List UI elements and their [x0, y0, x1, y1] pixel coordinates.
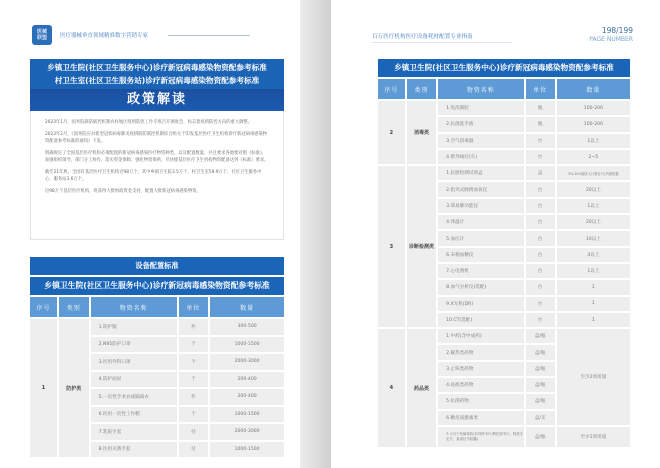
- table-row: [30, 319, 284, 335]
- cell-unit: 个: [179, 372, 209, 388]
- col-header-seq: 序号: [378, 79, 405, 99]
- cell-unit: 个: [179, 407, 209, 423]
- cell-unit: 盒/瓶: [526, 427, 555, 447]
- cell-unit: 盒/瓶: [526, 362, 555, 376]
- policy-paragraph: 这98万个基层医疗机构，将获得大批财政资金支持，配置大批新冠病毒感染物资。: [45, 189, 201, 194]
- cell-qty: 20以上: [557, 215, 630, 229]
- cell-qty: 至少1周用量: [557, 427, 630, 447]
- cell-name: 7.小分子抗病毒药(奈玛特韦片/利托那韦片、阿兹夫定片、莫诺拉韦胶囊): [438, 427, 523, 447]
- cell-category: 防护类: [59, 319, 89, 457]
- col-header-category: 类别: [407, 79, 436, 99]
- cell-qty: 1以上: [557, 199, 630, 213]
- cell-name: 4.紫外线灯(车): [438, 150, 523, 164]
- logo-text-bottom: 联盟: [36, 35, 47, 41]
- book-gutter: [300, 0, 331, 468]
- right-table-title-band: 乡镇卫生院(社区卫生服务中心)诊疗新冠病毒感染物资配参考标准: [378, 59, 630, 77]
- cell-unit: 盒/支: [526, 411, 555, 425]
- cell-qty: 1以上: [557, 134, 630, 148]
- supplies-table-continued: [376, 77, 632, 449]
- cell-qty: 4以上: [557, 248, 630, 262]
- cell-unit: 台: [526, 264, 555, 278]
- cell-unit: 瓶: [526, 101, 555, 115]
- protection-supplies-table: [28, 295, 286, 459]
- table-row: [378, 166, 630, 180]
- cell-qty: 1000-1500: [210, 442, 284, 458]
- cell-name: 3.医用外科口罩: [91, 354, 177, 370]
- cell-name: 9.X光机(DR): [438, 297, 523, 311]
- cell-name: 4.祛痰类药物: [438, 378, 523, 392]
- policy-heading: 政策解读: [30, 89, 284, 111]
- col-header-category: 类别: [59, 297, 89, 317]
- cell-name: 6.医用一次性工作帽: [91, 407, 177, 423]
- title-line-2: 村卫生室(社区卫生服务站)诊疗新冠病毒感染物资配参考标准: [54, 76, 260, 85]
- header-divider: [168, 35, 250, 36]
- col-header-name: 物资名称: [438, 79, 523, 99]
- cell-name: 2.指夹式脉搏血氧仪: [438, 182, 523, 196]
- cell-name: 10.CT(选配): [438, 313, 523, 327]
- policy-paragraph: 2023年1月，国务院联防联控机制农村地区疫情防控工作专班召开调度会，标志着疫情防控方向的重大调整。: [45, 120, 253, 125]
- cell-category: 消毒类: [407, 101, 436, 164]
- left-page: [0, 0, 300, 468]
- cell-unit: 付: [179, 442, 209, 458]
- cell-seq: 2: [378, 101, 405, 164]
- cell-name: 3.简易肺功能仪: [438, 199, 523, 213]
- cell-name: 4.体温计: [438, 215, 523, 229]
- cell-unit: 台: [526, 199, 555, 213]
- cell-unit: 台: [526, 231, 555, 245]
- right-header-divider: [372, 42, 512, 43]
- cell-name: 7.心电图机: [438, 264, 523, 278]
- page-number: 198/199: [601, 26, 633, 35]
- cell-seq: 1: [30, 319, 57, 457]
- policy-body: [30, 111, 284, 240]
- cell-name: 5.一次性手术衣或隔离衣: [91, 389, 177, 405]
- cell-seq: 3: [378, 166, 405, 327]
- col-header-unit: 单位: [179, 297, 209, 317]
- col-header-unit: 单位: [526, 79, 555, 99]
- cell-qty: 10以上: [557, 231, 630, 245]
- cell-qty: 1以上: [557, 264, 630, 278]
- logo-text-top: 医械: [36, 29, 47, 35]
- cell-qty: 1000-1500: [210, 337, 284, 353]
- cell-name: 2.解热类药物: [438, 345, 523, 359]
- cell-seq: 4: [378, 329, 405, 447]
- cell-qty: 20以上: [557, 182, 630, 196]
- cell-unit: 个: [179, 337, 209, 353]
- cell-unit: 台: [526, 313, 555, 327]
- cell-name: 3.止咳类药物: [438, 362, 523, 376]
- cell-name: 8.医用灭菌手套: [91, 442, 177, 458]
- cell-qty: 5%-20%服务人口数在7日内需配置: [557, 166, 630, 180]
- col-header-qty: 数量: [210, 297, 284, 317]
- policy-paragraph: 明确规定了全国基层医疗机构必须配置的新冠病毒感染医疗物资种类，以及配置数量，并且要求各地要对照《标准》，加强组织领导，部门分工协作，落实资金保障，强化物资保供，尽快使基层医疗卫生机构物资配备达到《标准》要求。: [45, 151, 269, 163]
- page-number-label: PAGE NUMBER: [589, 36, 633, 43]
- cell-qty: 200-400: [210, 389, 284, 405]
- cell-qty: 1: [557, 280, 630, 294]
- cell-name: 1.抗原检测试剂盒: [438, 166, 523, 180]
- cell-name: 8.血气分析仪(选配): [438, 280, 523, 294]
- brand-logo: [32, 25, 52, 45]
- cell-unit: 盒/瓶: [526, 345, 555, 359]
- cell-unit: 盒/瓶: [526, 378, 555, 392]
- cell-name: 3.空气消毒器: [438, 134, 523, 148]
- cell-unit: 台: [526, 150, 555, 164]
- table-header-row: [30, 297, 284, 317]
- cell-qty: 至少2周用量: [557, 329, 630, 425]
- cell-name: 1.中药(含中成药): [438, 329, 523, 343]
- cell-name: 5.血压计: [438, 231, 523, 245]
- cell-qty: 1: [557, 297, 630, 311]
- cell-unit: 件: [179, 319, 209, 335]
- standards-title-band: [30, 59, 284, 89]
- policy-paragraph: 2023年2月，《国务院应对新型冠状病毒肺炎疫情联防联控机制综合组关于印发基层医疗卫生机构诊疗新冠病毒感染物资配备参考标准的通知》下发。: [45, 132, 268, 144]
- col-header-qty: 数量: [557, 79, 630, 99]
- cell-qty: 2000-3000: [210, 424, 284, 440]
- cell-unit: 付: [179, 424, 209, 440]
- cell-qty: 2000-3000: [210, 354, 284, 370]
- equipment-band: 设备配置标准: [30, 257, 284, 275]
- cell-unit: 台: [526, 248, 555, 262]
- cell-name: 5.抗菌药物: [438, 394, 523, 408]
- cell-name: 7.乳胶手套: [91, 424, 177, 440]
- cell-qty: 1: [557, 313, 630, 327]
- table-row: [378, 101, 630, 115]
- col-header-name: 物资名称: [91, 297, 177, 317]
- cell-unit: 件: [179, 389, 209, 405]
- cell-unit: 盒/瓶: [526, 329, 555, 343]
- cell-unit: 台: [526, 182, 555, 196]
- table-header-row: [378, 79, 630, 99]
- cell-name: 1.免洗凝胶: [438, 101, 523, 115]
- table-row: [378, 329, 630, 343]
- cell-qty: 300-500: [210, 319, 284, 335]
- cell-qty: 1000-1500: [210, 407, 284, 423]
- cell-qty: 2~5: [557, 150, 630, 164]
- cell-name: 1.防护服: [91, 319, 177, 335]
- cell-unit: 个: [179, 354, 209, 370]
- title-line-1: 乡镇卫生院(社区卫生服务中心)诊疗新冠病毒感染物资配参考标准: [47, 63, 267, 72]
- cell-category: 诊断检测类: [407, 166, 436, 327]
- cell-name: 2.N95防护口罩: [91, 337, 177, 353]
- cell-name: 4.防护面屏: [91, 372, 177, 388]
- cell-unit: 盒: [526, 166, 555, 180]
- cell-unit: 瓶: [526, 117, 555, 131]
- cell-unit: 台: [526, 297, 555, 311]
- policy-paragraph: 截至21年底，全国有基层医疗卫生机构近98万个，其中乡镇卫生院3.5万个、村卫生室59.9万个，社区卫生服务中心、服务站3.6万个。: [45, 170, 262, 182]
- cell-name: 6.末梢血糖仪: [438, 248, 523, 262]
- equipment-subtitle: 乡镇卫生院(社区卫生服务中心)诊疗新冠病毒感染物资配参考标准: [30, 277, 284, 295]
- cell-qty: 200-400: [210, 372, 284, 388]
- right-header-title: 百万医疗机构医疗设备耗材配置专业指南: [372, 34, 473, 40]
- cell-unit: 台: [526, 280, 555, 294]
- cell-category: 药品类: [407, 329, 436, 447]
- cell-unit: 盒/瓶: [526, 394, 555, 408]
- header-tagline: 医疗器械垂直领域精准数字营销专家: [60, 33, 149, 39]
- col-header-seq: 序号: [30, 297, 57, 317]
- cell-name: 6.糖皮质激素类: [438, 411, 523, 425]
- cell-qty: 100-200: [557, 117, 630, 131]
- cell-unit: 台: [526, 215, 555, 229]
- cell-unit: 台: [526, 134, 555, 148]
- cell-name: 2.抗菌洗手液: [438, 117, 523, 131]
- cell-qty: 100-200: [557, 101, 630, 115]
